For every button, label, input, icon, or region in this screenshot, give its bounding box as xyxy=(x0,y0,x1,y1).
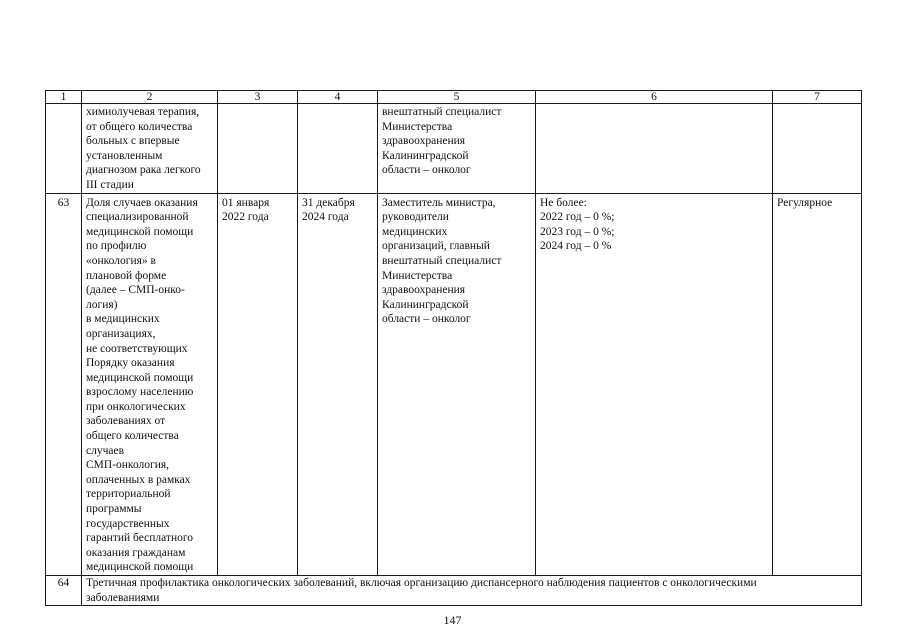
indicator-line: при онкологических xyxy=(86,400,186,413)
responsible-line: организаций, главный xyxy=(382,240,490,253)
indicator-line: случаев xyxy=(86,444,125,457)
periodicity-cell xyxy=(773,193,862,575)
start-date-cell xyxy=(218,104,298,194)
responsible-line: Министерства xyxy=(382,269,453,282)
indicator-line: (далее – СМП-онко- xyxy=(86,284,185,297)
indicator-line: общего количества xyxy=(86,430,179,443)
indicator-line: медицинской помощи xyxy=(86,561,194,574)
responsible-line: Министерства xyxy=(382,120,453,133)
header-col-7: 7 xyxy=(773,91,862,104)
indicator-line: гарантий бесплатного xyxy=(86,532,194,545)
indicator-line: логия) xyxy=(86,298,118,311)
table-row-63 xyxy=(46,193,862,575)
target-cell xyxy=(536,104,773,194)
target-line: 2022 год – 0 %; xyxy=(540,211,615,224)
responsible-line: Заместитель министра, xyxy=(382,196,496,209)
responsible-line: области – онколог xyxy=(382,313,471,326)
indicator-line: диагнозом рака легкого xyxy=(86,164,201,177)
indicator-line: от общего количества xyxy=(86,120,193,133)
page-number: 147 xyxy=(443,613,462,627)
responsible-line: области – онколог xyxy=(382,164,471,177)
indicator-line: в медицинских xyxy=(86,313,160,326)
header-col-3: 3 xyxy=(218,91,298,104)
row-number: 63 xyxy=(46,193,82,575)
indicator-line: Порядку оказания xyxy=(86,357,175,370)
indicator-line: программы xyxy=(86,503,142,516)
section-title-cell xyxy=(82,576,862,606)
indicator-line: по профилю xyxy=(86,240,147,253)
responsible-cell xyxy=(378,104,536,194)
indicator-line: химиолучевая терапия, xyxy=(86,106,200,118)
responsible-line: медицинских xyxy=(382,225,448,238)
responsible-line: здравоохранения xyxy=(382,284,466,297)
responsible-line: внештатный специалист xyxy=(382,254,502,267)
indicator-line: медицинской помощи xyxy=(86,225,194,238)
start-date-line: 2022 года xyxy=(222,211,269,224)
row-number xyxy=(46,104,82,194)
header-col-4: 4 xyxy=(298,91,378,104)
header-col-2: 2 xyxy=(82,91,218,104)
indicator-line: «онкология» в xyxy=(86,254,156,267)
section-title-line: заболеваниями xyxy=(86,591,160,604)
table-row-64 xyxy=(46,576,862,606)
responsible-line: руководители xyxy=(382,211,449,224)
indicator-line: оплаченных в рамках xyxy=(86,473,191,486)
indicator-line: больных с впервые xyxy=(86,135,180,148)
indicator-line: не соответствующих xyxy=(86,342,188,355)
table-row-continuation xyxy=(46,104,862,194)
header-col-1: 1 xyxy=(46,91,82,104)
target-line: 2024 год – 0 % xyxy=(540,240,612,253)
end-date-cell xyxy=(298,104,378,194)
indicator-line: СМП-онкология, xyxy=(86,459,170,472)
indicator-line: III стадии xyxy=(86,178,134,191)
target-line: Не более: xyxy=(540,196,587,209)
indicator-cell xyxy=(82,193,218,575)
end-date-line: 31 декабря xyxy=(302,196,355,209)
indicator-cell xyxy=(82,104,218,194)
responsible-line: внештатный специалист xyxy=(382,106,502,118)
indicator-line: заболеваниях от xyxy=(86,415,166,428)
table-header-row xyxy=(46,91,862,104)
row-number: 64 xyxy=(46,576,82,606)
indicator-line: Доля случаев оказания xyxy=(86,196,198,209)
responsible-line: Калининградской xyxy=(382,298,469,311)
end-date-cell xyxy=(298,193,378,575)
indicator-line: территориальной xyxy=(86,488,171,501)
section-title-line: Третичная профилактика онкологических заболеваний, включая организацию диспансерного наблюдения пациентов с онкологическими xyxy=(86,577,757,589)
start-date-line: 01 января xyxy=(222,196,270,209)
header-col-5: 5 xyxy=(378,91,536,104)
end-date-line: 2024 года xyxy=(302,211,349,224)
plan-table xyxy=(45,90,862,606)
target-cell xyxy=(536,193,773,575)
periodicity-cell xyxy=(773,104,862,194)
responsible-line: здравоохранения xyxy=(382,135,466,148)
indicator-line: медицинской помощи xyxy=(86,371,194,384)
responsible-cell xyxy=(378,193,536,575)
target-line: 2023 год – 0 %; xyxy=(540,225,615,238)
indicator-line: организациях, xyxy=(86,327,156,340)
indicator-line: специализированной xyxy=(86,211,189,224)
periodicity-text: Регулярное xyxy=(777,196,833,209)
indicator-line: плановой форме xyxy=(86,269,167,282)
start-date-cell xyxy=(218,193,298,575)
indicator-line: взрослому населению xyxy=(86,386,194,399)
indicator-line: государственных xyxy=(86,517,170,530)
header-col-6: 6 xyxy=(536,91,773,104)
indicator-line: оказания гражданам xyxy=(86,546,186,559)
responsible-line: Калининградской xyxy=(382,149,469,162)
indicator-line: установленным xyxy=(86,149,163,162)
